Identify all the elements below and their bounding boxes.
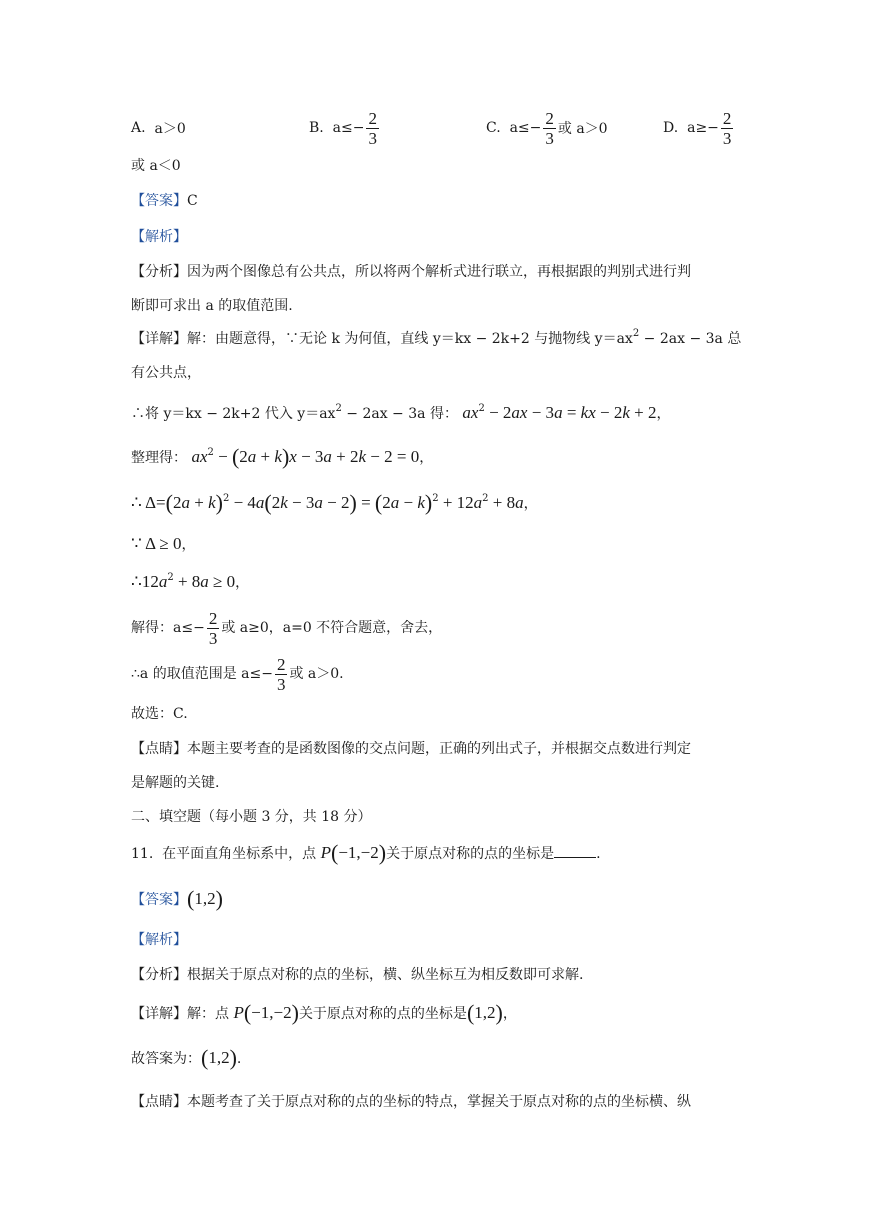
step-solve: 解得：a≤− $\frac{2}{3}$ 或 a≥0，a=0 不符合题意，舍去， [131, 608, 443, 648]
fenxi-line-1: 【分析】因为两个图像总有公共点，所以将两个解析式进行联立，再根据跟的判别式进行判 [131, 264, 691, 280]
step-substitute: ∴将 y＝kx − 2k+2 代入 $y=ax^2 - 2ax - 3a$ 得： $ax^2 - 2ax - 3a$ = kx − 2k + 2， [131, 403, 671, 422]
fraction: $\frac{2}{3}$ [545, 108, 554, 148]
xiangjie-line: 【详解】解：点 P(−1,−2)关于原点对称的点的坐标是(1,2)， [131, 1000, 517, 1025]
answer-line: 【答案】(1,2) [131, 886, 223, 911]
option-d-continued: 或 a＜0 [131, 158, 181, 174]
step-simplify: 整理得： $ax^2 - (2a + k)x - 3a + 2k - 2 = 0$， [131, 444, 434, 469]
step-discriminant: ∴ $\Delta=(2a + k)^2 - 4a(2k - 3a - 2) = (2a - k)^2 + 12a^2 + 8a$， [131, 490, 538, 515]
option-a: A. a＞0 [131, 120, 186, 137]
choice-line: 故选：C. [131, 706, 188, 722]
answer-line: 【答案】C [131, 193, 198, 209]
answer-blank [554, 845, 596, 858]
step-delta-nonneg: ∵ Δ ≥ 0， [131, 534, 196, 553]
option-d: D. a≥− $\frac{2}{3}$ [663, 108, 732, 148]
xiangjie-line-1: 【详解】解：由题意得，∵无论 k 为何值，直线 y＝kx − 2k+2 与抛物线 $y=ax^2 - 2ax - 3a$ 总 [131, 328, 742, 347]
section-heading: 二、填空题（每小题 3 分，共 18 分） [131, 809, 372, 825]
dianjing-line: 【点睛】本题考查了关于原点对称的点的坐标的特点，掌握关于原点对称的点的坐标横、纵 [131, 1094, 691, 1110]
fenxi-line-2: 断即可求出 a 的取值范围. [131, 298, 293, 314]
step-range: ∴a 的取值范围是 a≤− $\frac{2}{3}$ 或 a＞0. [131, 654, 344, 694]
final-answer-line: 故答案为：(1,2). [131, 1045, 242, 1070]
dianjing-line-2: 是解题的关键. [131, 775, 220, 791]
option-b: B. a≤− $\frac{2}{3}$ [309, 108, 377, 148]
dianjing-line-1: 【点睛】本题主要考查的是函数图像的交点问题，正确的列出式子，并根据交点数进行判定 [131, 741, 691, 757]
question-11: 11. 在平面直角坐标系中，点 P(−1,−2)关于原点对称的点的坐标是 . [131, 840, 601, 865]
fraction: $\frac{2}{3}$ [368, 108, 377, 148]
analysis-heading: 【解析】 [131, 932, 187, 948]
fenxi-line: 【分析】根据关于原点对称的点的坐标，横、纵坐标互为相反数即可求解. [131, 967, 584, 983]
xiangjie-line-2: 有公共点， [131, 365, 201, 381]
fraction: $\frac{2}{3}$ [722, 108, 732, 148]
analysis-heading: 【解析】 [131, 229, 187, 245]
option-c: C. a≤− $\frac{2}{3}$ 或 a＞0 [486, 108, 608, 148]
step-inequality: $\therefore 12a^2 + 8a \ge 0$， [131, 572, 250, 591]
